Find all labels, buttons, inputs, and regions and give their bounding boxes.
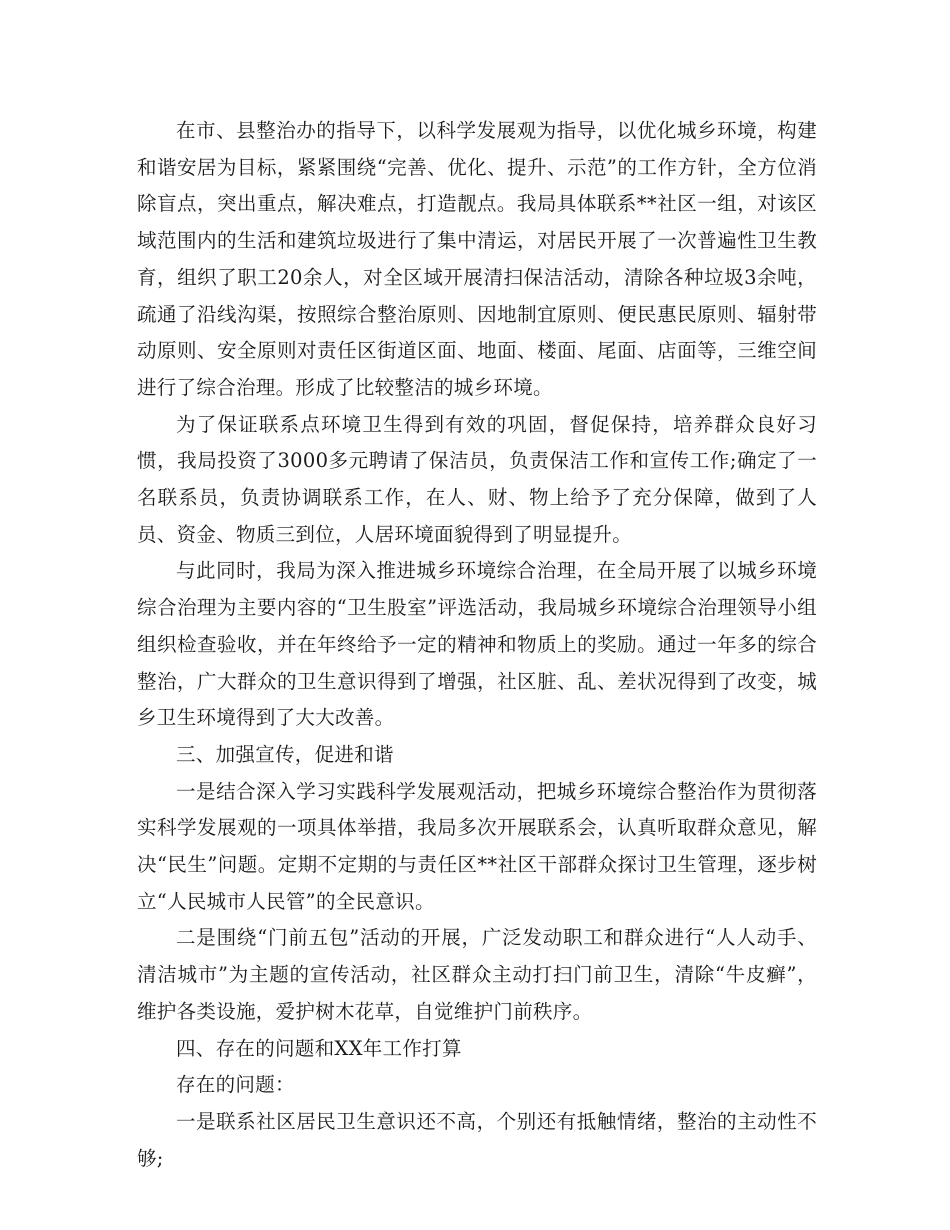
document-body — [137, 113, 817, 1177]
paragraph-remediation-work: 在市、县整治办的指导下，以科学发展观为指导，以优化城乡环境，构建和谐安居为目标，紧紧围绕“完善、优化、提升、示范”的工作方针，全方位消除盲点，突出重点，解决难点，打造靓点。我局具体联系**社区一组，对该区域范围内的生活和建筑垃圾进行了集中清运，对居民开展了一次普遍性卫生教育，组织了职工20余人，对全区域开展清扫保洁活动，清除各种垃圾3余吨，疏通了沿线沟渠，按照综合整治原则、因地制宜原则、便民惠民原则、辐射带动原则、安全原则对责任区街道区面、地面、楼面、尾面、店面等，三维空间进行了综合治理。形成了比较整洁的城乡环境。 — [137, 119, 817, 399]
paragraph-cleaner-investment: 为了保证联系点环境卫生得到有效的巩固，督促保持，培养群众良好习惯，我局投资了3000多元聘请了保洁员，负责保洁工作和宣传工作;确定了一名联系员，负责协调联系工作，在人、财、物上给予了充分保障，做到了人员、资金、物质三到位，人居环境面貌得到了明显提升。 — [137, 412, 817, 546]
paragraph-problem-one: 一是联系社区居民卫生意识还不高，个别还有抵触情绪，整治的主动性不够; — [137, 1109, 817, 1170]
paragraph-five-responsibilities: 二是围绕“门前五包”活动的开展，广泛发动职工和群众进行“人人动手、清洁城市”为主题的宣传活动，社区群众主动打扫门前卫生，清除“牛皮癣”，维护各类设施，爱护树木花草，自觉维护门前秩序。 — [137, 926, 817, 1023]
section-heading-problems-plans: 四、存在的问题和XX年工作打算 — [176, 1036, 462, 1060]
subheading-existing-problems: 存在的问题： — [176, 1073, 295, 1097]
paragraph-hygiene-office-evaluation: 与此同时，我局为深入推进城乡环境综合治理，在全局开展了以城乡环境综合治理为主要内容的“卫生股室”评选活动，我局城乡环境综合治理领导小组组织检查验收，并在年终给予一定的精神和物质上的奖励。通过一年多的综合整治，广大群众的卫生意识得到了增强，社区脏、乱、差状况得到了改变，城乡卫生环境得到了大大改善。 — [137, 559, 817, 730]
paragraph-study-practice: 一是结合深入学习实践科学发展观活动，把城乡环境综合整治作为贯彻落实科学发展观的一项具体举措，我局多次开展联系会，认真听取群众意见，解决“民生”问题。定期不定期的与责任区**社区干部群众探讨卫生管理，逐步树立“人民城市人民管”的全民意识。 — [137, 779, 817, 913]
section-heading-publicity: 三、加强宣传，促进和谐 — [176, 742, 394, 766]
